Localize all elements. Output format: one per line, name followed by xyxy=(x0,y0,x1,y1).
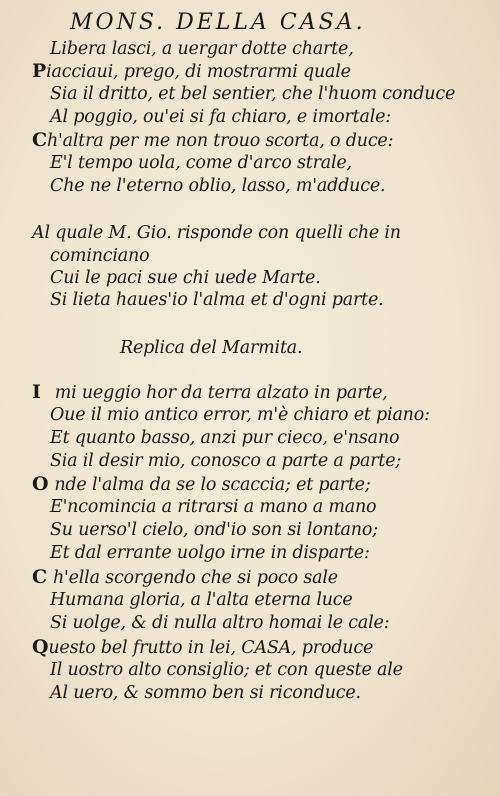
stanza1-line-2-text: iacciaui, prego, di mostrarmi quale xyxy=(46,62,351,82)
intro-line-2: cominciano xyxy=(50,246,150,266)
stanza2-initial-c: C xyxy=(32,566,47,588)
stanza2-line-1 xyxy=(32,381,388,404)
stanza2-line-3: Et quanto basso, anzi pur cieco, e'nsano xyxy=(50,428,400,448)
section-title: Replica del Marmita. xyxy=(120,338,303,358)
stanza1-line-3: Sia il dritto, et bel sentier, che l'huom conduce xyxy=(50,84,456,104)
running-header: MONS. DELLA CASA. xyxy=(70,10,366,35)
stanza2-line-10: Humana gloria, a l'alta eterna luce xyxy=(50,590,353,610)
stanza2-initial-i: I xyxy=(32,381,41,403)
stanza2-line-5-text: nde l'alma da se lo scaccia; et parte; xyxy=(54,475,371,495)
intro-line-1: Al quale M. Gio. risponde con quelli che in xyxy=(32,223,401,243)
stanza2-line-13: Il uostro alto consiglio; et con queste ale xyxy=(50,660,403,680)
stanza2-line-2: Oue il mio antico error, m'è chiaro et piano: xyxy=(50,405,430,425)
stanza1-line-2 xyxy=(32,60,351,83)
stanza2-line-6: E'ncomincia a ritrarsi a mano a mano xyxy=(50,497,377,517)
stanza2-line-9-text: h'ella scorgendo che si poco sale xyxy=(52,568,338,588)
stanza2-line-7: Su uerso'l cielo, ond'io son si lontano; xyxy=(50,520,378,540)
stanza2-initial-q: Q xyxy=(32,636,49,658)
stanza1-initial-p: P xyxy=(32,60,47,82)
stanza2-line-14: Al uero, & sommo ben si riconduce. xyxy=(50,683,361,703)
intro-line-3: Cui le paci sue chi uede Marte. xyxy=(50,268,321,288)
stanza2-line-9 xyxy=(32,566,338,589)
stanza1-initial-c: C xyxy=(32,129,47,151)
stanza1-line-7: Che ne l'eterno oblio, lasso, m'adduce. xyxy=(50,176,386,196)
stanza1-line-6: E'l tempo uola, come d'arco strale, xyxy=(50,153,352,173)
stanza2-line-11: Si uolge, & di nulla altro homai le cale: xyxy=(50,613,390,633)
intro-line-4: Si lieta haues'io l'alma et d'ogni parte. xyxy=(50,290,384,310)
stanza1-line-5 xyxy=(32,129,393,152)
stanza1-line-1: Libera lasci, a uergar dotte charte, xyxy=(50,39,354,59)
stanza2-line-1-text: mi ueggio hor da terra alzato in parte, xyxy=(54,383,388,403)
stanza2-line-12-text: uesto bel frutto in lei, CASA, produce xyxy=(48,638,374,658)
stanza2-initial-o: O xyxy=(32,473,49,495)
stanza1-line-4: Al poggio, ou'ei si fa chiaro, e imortale: xyxy=(50,107,392,127)
stanza2-line-4: Sia il desir mio, conosco a parte a parte; xyxy=(50,451,402,471)
stanza2-line-5 xyxy=(32,473,371,496)
stanza2-line-12 xyxy=(32,636,373,659)
stanza2-line-8: Et dal errante uolgo irne in disparte: xyxy=(50,543,370,563)
stanza1-line-5-text: h'altra per me non trouo scorta, o duce: xyxy=(46,131,394,151)
